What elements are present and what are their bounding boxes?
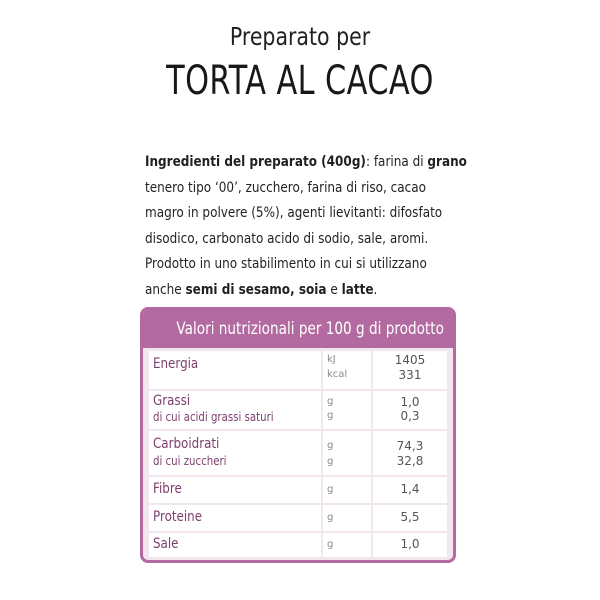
- ingredients-heading: Ingredienti del preparato (400g): [145, 154, 366, 170]
- nutrition-row-proteine: [149, 505, 447, 531]
- ingredients-block: [145, 150, 465, 303]
- nutrient-name: Energia: [153, 356, 199, 372]
- nutrient-value: 1,4: [400, 482, 420, 496]
- ingredients-line-2: tenero tipo ‘00’, zucchero, farina di riso, cacao: [145, 179, 427, 196]
- nutrient-name: Carboidrati: [153, 436, 220, 452]
- nutrition-row-carboidrati: [149, 431, 447, 475]
- nutrient-unit: kJ: [327, 354, 336, 365]
- nutrient-value: 0,3: [400, 409, 420, 423]
- nutrition-table-header: [143, 310, 453, 348]
- nutrient-name: Proteine: [153, 509, 203, 525]
- subtitle: Preparato per: [229, 22, 371, 51]
- allergen-grano: grano: [427, 154, 467, 170]
- nutrition-row-grassi: [149, 391, 447, 429]
- nutrient-value: 1405: [394, 353, 426, 367]
- ingredients-text: .: [373, 281, 378, 298]
- nutrient-unit: g: [327, 456, 334, 467]
- nutrient-value: 74,3: [396, 439, 424, 453]
- ingredients-line-1: [145, 150, 467, 176]
- nutrient-name: Fibre: [153, 481, 182, 497]
- ingredients-line-5: Prodotto in uno stabilimento in cui si utilizzano: [145, 256, 427, 272]
- nutrient-unit: g: [327, 396, 334, 407]
- allergen-sesamo-soia: semi di sesamo, soia: [185, 281, 327, 298]
- nutrition-row-sale: [149, 533, 447, 557]
- nutrient-unit: g: [327, 484, 334, 495]
- nutrient-unit: g: [327, 539, 334, 550]
- ingredients-text: e: [326, 281, 342, 298]
- ingredients-line-3: magro in polvere (5%), agenti lievitanti: difosfato: [145, 205, 443, 221]
- nutrient-value: 331: [398, 368, 422, 382]
- nutrient-unit: g: [327, 410, 334, 421]
- nutrition-row-fibre: [149, 477, 447, 503]
- allergen-latte: latte: [341, 281, 374, 298]
- nutrient-name: Grassi: [153, 393, 191, 409]
- ingredients-line-6: [145, 278, 420, 304]
- nutrient-value: 32,8: [396, 454, 424, 468]
- product-title: TORTA AL CACAO: [166, 58, 434, 104]
- nutrient-subname: di cui acidi grassi saturi: [153, 410, 274, 424]
- ingredients-text: : farina di: [365, 154, 428, 170]
- nutrition-row-energia: [149, 351, 447, 389]
- nutrient-name: Sale: [153, 536, 179, 552]
- ingredients-text: anche: [145, 281, 186, 298]
- nutrient-unit: kcal: [327, 369, 348, 380]
- nutrient-value: 1,0: [400, 395, 420, 409]
- ingredients-line-4: disodico, carbonato acido di sodio, sale, aromi.: [145, 230, 429, 247]
- nutrient-subname: di cui zuccheri: [153, 454, 227, 468]
- nutrient-value: 5,5: [400, 510, 420, 524]
- nutrient-unit: g: [327, 440, 334, 451]
- nutrient-unit: g: [327, 512, 334, 523]
- nutrient-value: 1,0: [400, 537, 420, 551]
- nutrition-table: [140, 307, 456, 563]
- nutrition-header-label: Valori nutrizionali per 100 g di prodotto: [176, 319, 444, 339]
